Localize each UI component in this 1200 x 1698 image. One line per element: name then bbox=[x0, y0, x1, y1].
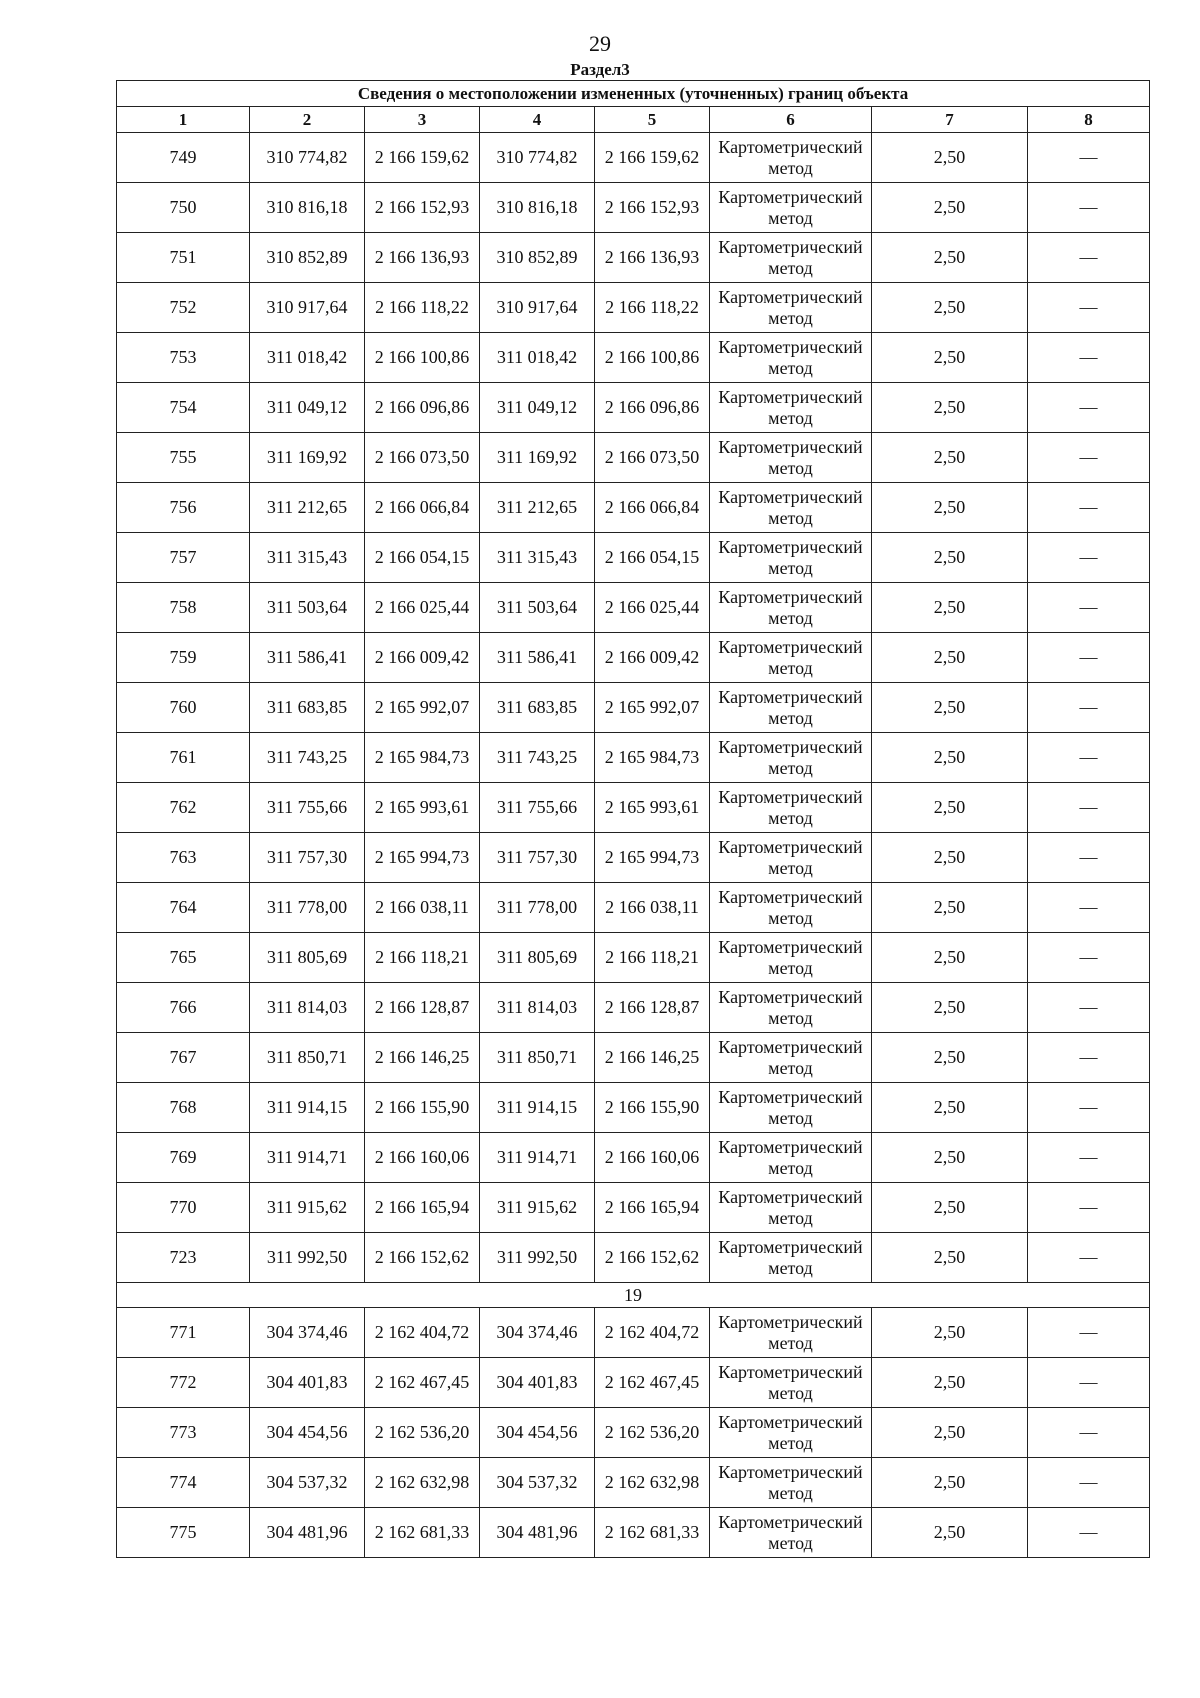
contour-label: 19 bbox=[117, 1283, 1150, 1308]
y-coordinate-cell: 2 166 118,22 bbox=[595, 283, 710, 333]
precision-cell: 2,50 bbox=[872, 1458, 1028, 1508]
y-coordinate-cell: 2 165 994,73 bbox=[365, 833, 480, 883]
note-cell: — bbox=[1028, 583, 1150, 633]
y-coordinate-cell: 2 166 152,93 bbox=[595, 183, 710, 233]
point-number-cell: 773 bbox=[117, 1408, 250, 1458]
method-cell: Картометрический метод bbox=[710, 733, 872, 783]
y-coordinate-cell: 2 166 152,93 bbox=[365, 183, 480, 233]
precision-cell: 2,50 bbox=[872, 333, 1028, 383]
precision-cell: 2,50 bbox=[872, 1133, 1028, 1183]
table-row bbox=[117, 1233, 1150, 1283]
point-number-cell: 758 bbox=[117, 583, 250, 633]
method-cell: Картометрический метод bbox=[710, 483, 872, 533]
note-cell: — bbox=[1028, 383, 1150, 433]
column-header: 6 bbox=[710, 107, 872, 133]
table-row bbox=[117, 1408, 1150, 1458]
y-coordinate-cell: 2 165 992,07 bbox=[595, 683, 710, 733]
method-cell: Картометрический метод bbox=[710, 783, 872, 833]
table-row bbox=[117, 1183, 1150, 1233]
method-cell: Картометрический метод bbox=[710, 183, 872, 233]
table-row bbox=[117, 1458, 1150, 1508]
y-coordinate-cell: 2 166 009,42 bbox=[595, 633, 710, 683]
table-row bbox=[117, 333, 1150, 383]
x-coordinate-cell: 311 683,85 bbox=[480, 683, 595, 733]
note-cell: — bbox=[1028, 1408, 1150, 1458]
point-number-cell: 765 bbox=[117, 933, 250, 983]
method-cell: Картометрический метод bbox=[710, 433, 872, 483]
y-coordinate-cell: 2 166 025,44 bbox=[365, 583, 480, 633]
x-coordinate-cell: 311 992,50 bbox=[480, 1233, 595, 1283]
method-cell: Картометрический метод bbox=[710, 1233, 872, 1283]
note-cell: — bbox=[1028, 1358, 1150, 1408]
table-row bbox=[117, 133, 1150, 183]
y-coordinate-cell: 2 166 136,93 bbox=[595, 233, 710, 283]
y-coordinate-cell: 2 162 632,98 bbox=[365, 1458, 480, 1508]
point-number-cell: 769 bbox=[117, 1133, 250, 1183]
point-number-cell: 723 bbox=[117, 1233, 250, 1283]
note-cell: — bbox=[1028, 683, 1150, 733]
x-coordinate-cell: 311 992,50 bbox=[250, 1233, 365, 1283]
point-number-cell: 749 bbox=[117, 133, 250, 183]
x-coordinate-cell: 311 683,85 bbox=[250, 683, 365, 733]
precision-cell: 2,50 bbox=[872, 733, 1028, 783]
y-coordinate-cell: 2 166 073,50 bbox=[365, 433, 480, 483]
table-row bbox=[117, 183, 1150, 233]
y-coordinate-cell: 2 166 146,25 bbox=[595, 1033, 710, 1083]
table-row bbox=[117, 933, 1150, 983]
x-coordinate-cell: 311 586,41 bbox=[250, 633, 365, 683]
x-coordinate-cell: 311 049,12 bbox=[480, 383, 595, 433]
x-coordinate-cell: 304 481,96 bbox=[480, 1508, 595, 1558]
x-coordinate-cell: 311 169,92 bbox=[480, 433, 595, 483]
y-coordinate-cell: 2 165 994,73 bbox=[595, 833, 710, 883]
method-cell: Картометрический метод bbox=[710, 1183, 872, 1233]
table-row bbox=[117, 583, 1150, 633]
x-coordinate-cell: 311 850,71 bbox=[480, 1033, 595, 1083]
point-number-cell: 764 bbox=[117, 883, 250, 933]
table-row bbox=[117, 1133, 1150, 1183]
note-cell: — bbox=[1028, 533, 1150, 583]
y-coordinate-cell: 2 166 054,15 bbox=[595, 533, 710, 583]
x-coordinate-cell: 310 774,82 bbox=[250, 133, 365, 183]
point-number-cell: 775 bbox=[117, 1508, 250, 1558]
column-header: 5 bbox=[595, 107, 710, 133]
y-coordinate-cell: 2 166 096,86 bbox=[595, 383, 710, 433]
point-number-cell: 754 bbox=[117, 383, 250, 433]
table-row bbox=[117, 683, 1150, 733]
precision-cell: 2,50 bbox=[872, 1183, 1028, 1233]
table-row bbox=[117, 433, 1150, 483]
note-cell: — bbox=[1028, 1083, 1150, 1133]
method-cell: Картометрический метод bbox=[710, 583, 872, 633]
y-coordinate-cell: 2 165 984,73 bbox=[365, 733, 480, 783]
method-cell: Картометрический метод bbox=[710, 233, 872, 283]
method-cell: Картометрический метод bbox=[710, 633, 872, 683]
y-coordinate-cell: 2 165 984,73 bbox=[595, 733, 710, 783]
note-cell: — bbox=[1028, 883, 1150, 933]
x-coordinate-cell: 304 401,83 bbox=[250, 1358, 365, 1408]
note-cell: — bbox=[1028, 283, 1150, 333]
point-number-cell: 759 bbox=[117, 633, 250, 683]
point-number-cell: 767 bbox=[117, 1033, 250, 1083]
note-cell: — bbox=[1028, 983, 1150, 1033]
y-coordinate-cell: 2 166 152,62 bbox=[365, 1233, 480, 1283]
table-row bbox=[117, 233, 1150, 283]
y-coordinate-cell: 2 166 155,90 bbox=[365, 1083, 480, 1133]
y-coordinate-cell: 2 162 404,72 bbox=[365, 1308, 480, 1358]
x-coordinate-cell: 310 852,89 bbox=[250, 233, 365, 283]
precision-cell: 2,50 bbox=[872, 783, 1028, 833]
y-coordinate-cell: 2 166 165,94 bbox=[595, 1183, 710, 1233]
x-coordinate-cell: 311 212,65 bbox=[250, 483, 365, 533]
x-coordinate-cell: 311 018,42 bbox=[250, 333, 365, 383]
precision-cell: 2,50 bbox=[872, 183, 1028, 233]
y-coordinate-cell: 2 162 536,20 bbox=[365, 1408, 480, 1458]
precision-cell: 2,50 bbox=[872, 833, 1028, 883]
column-header: 3 bbox=[365, 107, 480, 133]
x-coordinate-cell: 304 374,46 bbox=[250, 1308, 365, 1358]
precision-cell: 2,50 bbox=[872, 1308, 1028, 1358]
note-cell: — bbox=[1028, 733, 1150, 783]
x-coordinate-cell: 311 586,41 bbox=[480, 633, 595, 683]
x-coordinate-cell: 311 755,66 bbox=[480, 783, 595, 833]
method-cell: Картометрический метод bbox=[710, 283, 872, 333]
note-cell: — bbox=[1028, 833, 1150, 883]
x-coordinate-cell: 304 401,83 bbox=[480, 1358, 595, 1408]
table-row bbox=[117, 383, 1150, 433]
y-coordinate-cell: 2 165 993,61 bbox=[595, 783, 710, 833]
x-coordinate-cell: 310 816,18 bbox=[480, 183, 595, 233]
y-coordinate-cell: 2 166 155,90 bbox=[595, 1083, 710, 1133]
note-cell: — bbox=[1028, 783, 1150, 833]
y-coordinate-cell: 2 166 100,86 bbox=[595, 333, 710, 383]
table-row bbox=[117, 1358, 1150, 1408]
y-coordinate-cell: 2 166 038,11 bbox=[595, 883, 710, 933]
column-number-row bbox=[117, 107, 1150, 133]
point-number-cell: 774 bbox=[117, 1458, 250, 1508]
y-coordinate-cell: 2 166 160,06 bbox=[365, 1133, 480, 1183]
point-number-cell: 755 bbox=[117, 433, 250, 483]
x-coordinate-cell: 311 743,25 bbox=[480, 733, 595, 783]
method-cell: Картометрический метод bbox=[710, 1508, 872, 1558]
y-coordinate-cell: 2 162 404,72 bbox=[595, 1308, 710, 1358]
point-number-cell: 750 bbox=[117, 183, 250, 233]
precision-cell: 2,50 bbox=[872, 1508, 1028, 1558]
method-cell: Картометрический метод bbox=[710, 983, 872, 1033]
point-number-cell: 757 bbox=[117, 533, 250, 583]
note-cell: — bbox=[1028, 633, 1150, 683]
method-cell: Картометрический метод bbox=[710, 133, 872, 183]
x-coordinate-cell: 304 454,56 bbox=[480, 1408, 595, 1458]
y-coordinate-cell: 2 162 632,98 bbox=[595, 1458, 710, 1508]
y-coordinate-cell: 2 166 146,25 bbox=[365, 1033, 480, 1083]
method-cell: Картометрический метод bbox=[710, 883, 872, 933]
y-coordinate-cell: 2 166 118,21 bbox=[365, 933, 480, 983]
table-row bbox=[117, 1033, 1150, 1083]
precision-cell: 2,50 bbox=[872, 583, 1028, 633]
note-cell: — bbox=[1028, 233, 1150, 283]
column-header: 2 bbox=[250, 107, 365, 133]
note-cell: — bbox=[1028, 1508, 1150, 1558]
precision-cell: 2,50 bbox=[872, 633, 1028, 683]
table-row bbox=[117, 483, 1150, 533]
precision-cell: 2,50 bbox=[872, 1233, 1028, 1283]
y-coordinate-cell: 2 166 128,87 bbox=[595, 983, 710, 1033]
table-row bbox=[117, 633, 1150, 683]
precision-cell: 2,50 bbox=[872, 1033, 1028, 1083]
contour-separator-row bbox=[117, 1283, 1150, 1308]
x-coordinate-cell: 311 914,15 bbox=[250, 1083, 365, 1133]
x-coordinate-cell: 311 778,00 bbox=[480, 883, 595, 933]
point-number-cell: 753 bbox=[117, 333, 250, 383]
x-coordinate-cell: 311 914,71 bbox=[480, 1133, 595, 1183]
y-coordinate-cell: 2 166 096,86 bbox=[365, 383, 480, 433]
y-coordinate-cell: 2 162 681,33 bbox=[595, 1508, 710, 1558]
method-cell: Картометрический метод bbox=[710, 933, 872, 983]
y-coordinate-cell: 2 166 159,62 bbox=[365, 133, 480, 183]
note-cell: — bbox=[1028, 483, 1150, 533]
point-number-cell: 770 bbox=[117, 1183, 250, 1233]
table-row bbox=[117, 733, 1150, 783]
x-coordinate-cell: 311 315,43 bbox=[250, 533, 365, 583]
table-row bbox=[117, 1308, 1150, 1358]
y-coordinate-cell: 2 165 993,61 bbox=[365, 783, 480, 833]
precision-cell: 2,50 bbox=[872, 133, 1028, 183]
point-number-cell: 766 bbox=[117, 983, 250, 1033]
method-cell: Картометрический метод bbox=[710, 1133, 872, 1183]
x-coordinate-cell: 311 755,66 bbox=[250, 783, 365, 833]
y-coordinate-cell: 2 166 009,42 bbox=[365, 633, 480, 683]
y-coordinate-cell: 2 166 152,62 bbox=[595, 1233, 710, 1283]
x-coordinate-cell: 310 917,64 bbox=[250, 283, 365, 333]
x-coordinate-cell: 311 914,71 bbox=[250, 1133, 365, 1183]
y-coordinate-cell: 2 166 118,21 bbox=[595, 933, 710, 983]
x-coordinate-cell: 311 315,43 bbox=[480, 533, 595, 583]
method-cell: Картометрический метод bbox=[710, 1408, 872, 1458]
precision-cell: 2,50 bbox=[872, 1083, 1028, 1133]
note-cell: — bbox=[1028, 1308, 1150, 1358]
y-coordinate-cell: 2 166 038,11 bbox=[365, 883, 480, 933]
x-coordinate-cell: 311 503,64 bbox=[480, 583, 595, 633]
method-cell: Картометрический метод bbox=[710, 1308, 872, 1358]
point-number-cell: 771 bbox=[117, 1308, 250, 1358]
x-coordinate-cell: 311 169,92 bbox=[250, 433, 365, 483]
precision-cell: 2,50 bbox=[872, 933, 1028, 983]
precision-cell: 2,50 bbox=[872, 233, 1028, 283]
x-coordinate-cell: 310 917,64 bbox=[480, 283, 595, 333]
x-coordinate-cell: 311 850,71 bbox=[250, 1033, 365, 1083]
point-number-cell: 768 bbox=[117, 1083, 250, 1133]
coordinates-table bbox=[116, 80, 1150, 1558]
x-coordinate-cell: 311 814,03 bbox=[250, 983, 365, 1033]
table-row bbox=[117, 783, 1150, 833]
x-coordinate-cell: 304 374,46 bbox=[480, 1308, 595, 1358]
x-coordinate-cell: 311 914,15 bbox=[480, 1083, 595, 1133]
column-header: 4 bbox=[480, 107, 595, 133]
x-coordinate-cell: 310 852,89 bbox=[480, 233, 595, 283]
precision-cell: 2,50 bbox=[872, 683, 1028, 733]
precision-cell: 2,50 bbox=[872, 483, 1028, 533]
section-title: Раздел3 bbox=[570, 60, 630, 79]
point-number-cell: 772 bbox=[117, 1358, 250, 1408]
method-cell: Картометрический метод bbox=[710, 1458, 872, 1508]
table-row bbox=[117, 533, 1150, 583]
note-cell: — bbox=[1028, 1183, 1150, 1233]
y-coordinate-cell: 2 166 165,94 bbox=[365, 1183, 480, 1233]
x-coordinate-cell: 311 743,25 bbox=[250, 733, 365, 783]
x-coordinate-cell: 310 816,18 bbox=[250, 183, 365, 233]
point-number-cell: 763 bbox=[117, 833, 250, 883]
y-coordinate-cell: 2 166 025,44 bbox=[595, 583, 710, 633]
column-header: 8 bbox=[1028, 107, 1150, 133]
y-coordinate-cell: 2 166 118,22 bbox=[365, 283, 480, 333]
column-header: 7 bbox=[872, 107, 1028, 133]
method-cell: Картометрический метод bbox=[710, 533, 872, 583]
x-coordinate-cell: 304 537,32 bbox=[480, 1458, 595, 1508]
x-coordinate-cell: 311 018,42 bbox=[480, 333, 595, 383]
y-coordinate-cell: 2 166 128,87 bbox=[365, 983, 480, 1033]
table-row bbox=[117, 983, 1150, 1033]
table-row bbox=[117, 283, 1150, 333]
precision-cell: 2,50 bbox=[872, 1408, 1028, 1458]
precision-cell: 2,50 bbox=[872, 383, 1028, 433]
x-coordinate-cell: 311 778,00 bbox=[250, 883, 365, 933]
point-number-cell: 752 bbox=[117, 283, 250, 333]
method-cell: Картометрический метод bbox=[710, 1083, 872, 1133]
note-cell: — bbox=[1028, 133, 1150, 183]
table-row bbox=[117, 833, 1150, 883]
x-coordinate-cell: 311 503,64 bbox=[250, 583, 365, 633]
y-coordinate-cell: 2 162 467,45 bbox=[595, 1358, 710, 1408]
table-row bbox=[117, 1083, 1150, 1133]
x-coordinate-cell: 310 774,82 bbox=[480, 133, 595, 183]
y-coordinate-cell: 2 162 681,33 bbox=[365, 1508, 480, 1558]
precision-cell: 2,50 bbox=[872, 433, 1028, 483]
x-coordinate-cell: 311 757,30 bbox=[480, 833, 595, 883]
y-coordinate-cell: 2 162 536,20 bbox=[595, 1408, 710, 1458]
point-number-cell: 760 bbox=[117, 683, 250, 733]
y-coordinate-cell: 2 166 160,06 bbox=[595, 1133, 710, 1183]
x-coordinate-cell: 311 049,12 bbox=[250, 383, 365, 433]
note-cell: — bbox=[1028, 1458, 1150, 1508]
precision-cell: 2,50 bbox=[872, 533, 1028, 583]
method-cell: Картометрический метод bbox=[710, 833, 872, 883]
page-number: 29 bbox=[589, 31, 611, 56]
method-cell: Картометрический метод bbox=[710, 383, 872, 433]
x-coordinate-cell: 311 805,69 bbox=[480, 933, 595, 983]
method-cell: Картометрический метод bbox=[710, 1033, 872, 1083]
point-number-cell: 761 bbox=[117, 733, 250, 783]
note-cell: — bbox=[1028, 333, 1150, 383]
y-coordinate-cell: 2 166 054,15 bbox=[365, 533, 480, 583]
x-coordinate-cell: 304 481,96 bbox=[250, 1508, 365, 1558]
table-row bbox=[117, 1508, 1150, 1558]
y-coordinate-cell: 2 162 467,45 bbox=[365, 1358, 480, 1408]
note-cell: — bbox=[1028, 933, 1150, 983]
x-coordinate-cell: 311 212,65 bbox=[480, 483, 595, 533]
table-row bbox=[117, 883, 1150, 933]
note-cell: — bbox=[1028, 1233, 1150, 1283]
point-number-cell: 756 bbox=[117, 483, 250, 533]
y-coordinate-cell: 2 166 100,86 bbox=[365, 333, 480, 383]
x-coordinate-cell: 304 454,56 bbox=[250, 1408, 365, 1458]
method-cell: Картометрический метод bbox=[710, 333, 872, 383]
x-coordinate-cell: 311 915,62 bbox=[480, 1183, 595, 1233]
x-coordinate-cell: 304 537,32 bbox=[250, 1458, 365, 1508]
column-header: 1 bbox=[117, 107, 250, 133]
y-coordinate-cell: 2 166 066,84 bbox=[595, 483, 710, 533]
point-number-cell: 762 bbox=[117, 783, 250, 833]
note-cell: — bbox=[1028, 1133, 1150, 1183]
table-caption-row bbox=[117, 81, 1150, 107]
y-coordinate-cell: 2 166 073,50 bbox=[595, 433, 710, 483]
x-coordinate-cell: 311 814,03 bbox=[480, 983, 595, 1033]
precision-cell: 2,50 bbox=[872, 883, 1028, 933]
note-cell: — bbox=[1028, 433, 1150, 483]
precision-cell: 2,50 bbox=[872, 283, 1028, 333]
y-coordinate-cell: 2 166 159,62 bbox=[595, 133, 710, 183]
y-coordinate-cell: 2 166 066,84 bbox=[365, 483, 480, 533]
note-cell: — bbox=[1028, 1033, 1150, 1083]
note-cell: — bbox=[1028, 183, 1150, 233]
precision-cell: 2,50 bbox=[872, 983, 1028, 1033]
precision-cell: 2,50 bbox=[872, 1358, 1028, 1408]
x-coordinate-cell: 311 805,69 bbox=[250, 933, 365, 983]
point-number-cell: 751 bbox=[117, 233, 250, 283]
method-cell: Картометрический метод bbox=[710, 683, 872, 733]
y-coordinate-cell: 2 166 136,93 bbox=[365, 233, 480, 283]
x-coordinate-cell: 311 915,62 bbox=[250, 1183, 365, 1233]
y-coordinate-cell: 2 165 992,07 bbox=[365, 683, 480, 733]
table-body bbox=[117, 133, 1150, 1558]
x-coordinate-cell: 311 757,30 bbox=[250, 833, 365, 883]
method-cell: Картометрический метод bbox=[710, 1358, 872, 1408]
table-caption: Сведения о местоположении измененных (уточненных) границ объекта bbox=[117, 81, 1150, 107]
